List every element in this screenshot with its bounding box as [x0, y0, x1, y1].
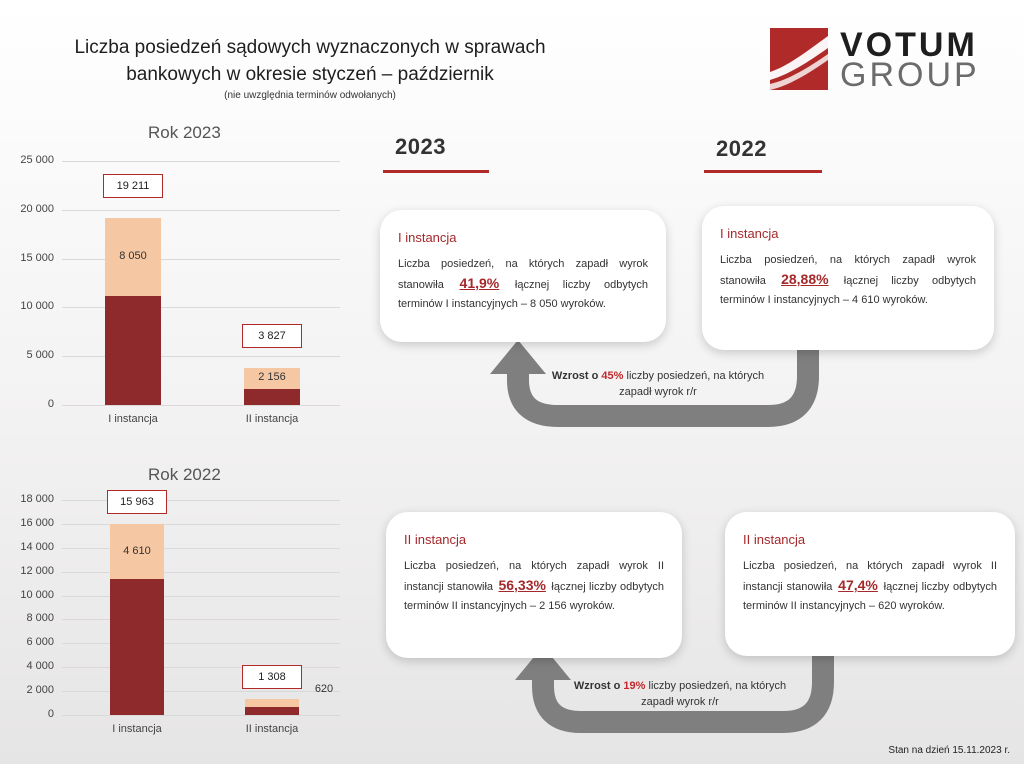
bar-base-segment	[105, 296, 161, 405]
year-2023-underline	[383, 170, 489, 173]
gridline	[62, 161, 340, 162]
gridline	[62, 356, 340, 357]
x-category-label: I instancja	[108, 413, 158, 425]
title-line-2: bankowych w okresie styczeń – październik	[126, 64, 494, 85]
x-category-label: I instancja	[112, 723, 162, 735]
growth-text-bottom	[570, 678, 790, 710]
y-tick-label: 12 000	[20, 564, 54, 577]
segment-data-label: 4 610	[123, 544, 151, 557]
card-text-post: łącznej liczby odbytych terminów I instancyjnych – 4 610 wyroków.	[720, 275, 976, 306]
card-text-pre: Liczba posiedzeń, na których zapadł wyrok II instancji stanowiła	[404, 560, 664, 593]
card-title: I instancja	[720, 226, 779, 241]
page-title	[40, 34, 580, 88]
logo	[770, 28, 1010, 92]
year-2023-heading: 2023	[395, 134, 446, 159]
segment-data-label: 2 156	[258, 371, 286, 384]
card-text	[398, 255, 648, 314]
y-tick-label: 16 000	[20, 516, 54, 529]
y-tick-label: 0	[47, 708, 54, 720]
gridline	[62, 596, 340, 597]
y-tick-label: 4 000	[26, 660, 54, 673]
year-2022-underline	[704, 170, 822, 173]
segment-data-label: 8 050	[119, 249, 147, 262]
gridline	[62, 643, 340, 644]
card-percent: 56,33%	[498, 577, 546, 593]
card-text-post: łącznej liczby odbytych terminów II instancyjnych – 620 wyroków.	[743, 581, 997, 612]
growth-top-percent: 45%	[601, 370, 624, 382]
gridline	[62, 524, 340, 525]
card-percent: 47,4%	[838, 577, 878, 593]
y-tick-label: 5 000	[26, 349, 54, 362]
gridline	[62, 548, 340, 549]
total-data-label: 1 308	[242, 665, 302, 689]
y-tick-label: 8 000	[26, 612, 54, 625]
bar-base-segment	[245, 707, 299, 715]
y-tick-label: 15 000	[20, 251, 54, 264]
card-text-post: łącznej liczby odbytych terminów II instancyjnych – 2 156 wyroków.	[404, 581, 665, 612]
growth-bottom-percent: 19%	[623, 680, 646, 692]
chart-2023-title: Rok 2023	[148, 123, 221, 142]
x-category-label: II instancja	[245, 723, 299, 735]
card-2023-ii-instancja	[386, 512, 682, 658]
chart-2023	[0, 150, 340, 440]
growth-bottom-suffix: liczby posiedzeń, na których zapadł wyrok r/r	[641, 680, 787, 708]
card-text-pre: Liczba posiedzeń, na których zapadł wyrok stanowiła	[720, 254, 976, 287]
gridline	[62, 715, 340, 716]
growth-bottom-prefix: Wzrost o	[573, 680, 621, 692]
logo-group: GROUP	[840, 56, 980, 94]
card-text	[404, 557, 664, 616]
card-title: II instancja	[743, 532, 806, 547]
y-tick-label: 0	[47, 398, 54, 410]
card-text-pre: Liczba posiedzeń, na których zapadł wyrok stanowiła	[398, 258, 648, 291]
title-line-1: Liczba posiedzeń sądowych wyznaczonych w sprawach	[74, 37, 546, 58]
chart-2022-title: Rok 2022	[148, 465, 221, 484]
total-data-label: 19 211	[103, 174, 163, 198]
card-2023-i-instancja	[380, 210, 666, 342]
gridline	[62, 405, 340, 406]
growth-top-suffix: liczby posiedzeń, na których zapadł wyrok r/r	[619, 370, 765, 398]
gridline	[62, 500, 340, 501]
total-data-label: 3 827	[242, 324, 302, 348]
y-tick-label: 10 000	[20, 588, 54, 601]
card-percent: 28,88%	[781, 271, 829, 287]
card-title: I instancja	[398, 230, 457, 245]
gridline	[62, 619, 340, 620]
growth-top-prefix: Wzrost o	[551, 370, 599, 382]
y-tick-label: 6 000	[26, 636, 54, 649]
gridline	[62, 572, 340, 573]
gridline	[62, 691, 340, 692]
x-category-label: II instancja	[245, 413, 299, 425]
bar-base-segment	[110, 579, 164, 715]
card-text-post: łącznej liczby odbytych terminów I instancyjnych – 8 050 wyroków.	[398, 279, 649, 310]
y-tick-label: 25 000	[20, 154, 54, 166]
y-tick-label: 20 000	[20, 202, 54, 215]
footnote-date: Stan na dzień 15.11.2023 r.	[888, 745, 1010, 756]
card-text	[720, 251, 976, 310]
growth-text-top	[548, 368, 768, 400]
card-percent: 41,9%	[459, 275, 500, 291]
title-note: (nie uwzględnia terminów odwołanych)	[224, 90, 396, 101]
y-tick-label: 2 000	[26, 684, 54, 697]
total-data-label: 15 963	[107, 490, 167, 514]
bar-top-segment	[245, 699, 299, 706]
year-2022-heading: 2022	[716, 136, 767, 161]
card-text-pre: Liczba posiedzeń, na których zapadł wyrok II instancji stanowiła	[743, 560, 997, 593]
gridline	[62, 307, 340, 308]
card-title: II instancja	[404, 532, 467, 547]
card-text	[743, 557, 997, 616]
y-tick-label: 14 000	[20, 540, 54, 553]
y-tick-label: 10 000	[20, 300, 54, 313]
bar-base-segment	[244, 389, 300, 405]
logo-mark-icon	[770, 28, 828, 90]
gridline	[62, 210, 340, 211]
card-2022-i-instancja	[702, 206, 994, 350]
logo-votum: VOTUM	[840, 26, 978, 64]
segment-data-label: 620	[314, 683, 334, 696]
y-tick-label: 18 000	[20, 493, 54, 505]
chart-2022	[0, 490, 340, 750]
card-2022-ii-instancja	[725, 512, 1015, 656]
